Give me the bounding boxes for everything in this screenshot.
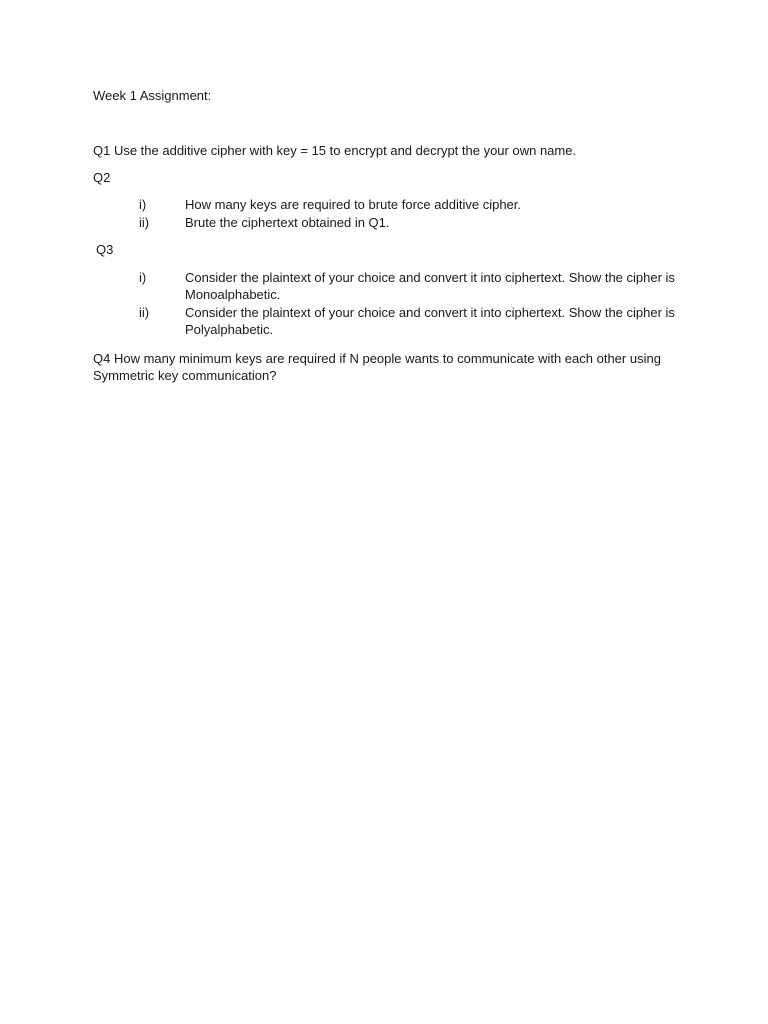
- question-4: Q4 How many minimum keys are required if N people wants to communicate with each other using Symmetric key communication?: [93, 351, 661, 383]
- list-number: i): [139, 197, 147, 212]
- question-3-label: Q3: [96, 242, 114, 257]
- list-text: How many keys are required to brute force additive cipher.: [185, 197, 522, 212]
- list-number: ii): [139, 215, 150, 230]
- question-1: Q1 Use the additive cipher with key = 15 to encrypt and decrypt the your own name.: [93, 143, 577, 158]
- question-2-label: Q2: [93, 170, 111, 185]
- list-number: i): [139, 270, 147, 285]
- assignment-title: Week 1 Assignment:: [93, 88, 212, 103]
- list-text: Brute the ciphertext obtained in Q1.: [185, 215, 390, 230]
- list-text: Consider the plaintext of your choice and convert it into ciphertext. Show the cipher is Monoalphabetic.: [185, 270, 675, 302]
- list-number: ii): [139, 305, 150, 320]
- list-text: Consider the plaintext of your choice and convert it into ciphertext. Show the cipher is Polyalphabetic.: [185, 305, 675, 337]
